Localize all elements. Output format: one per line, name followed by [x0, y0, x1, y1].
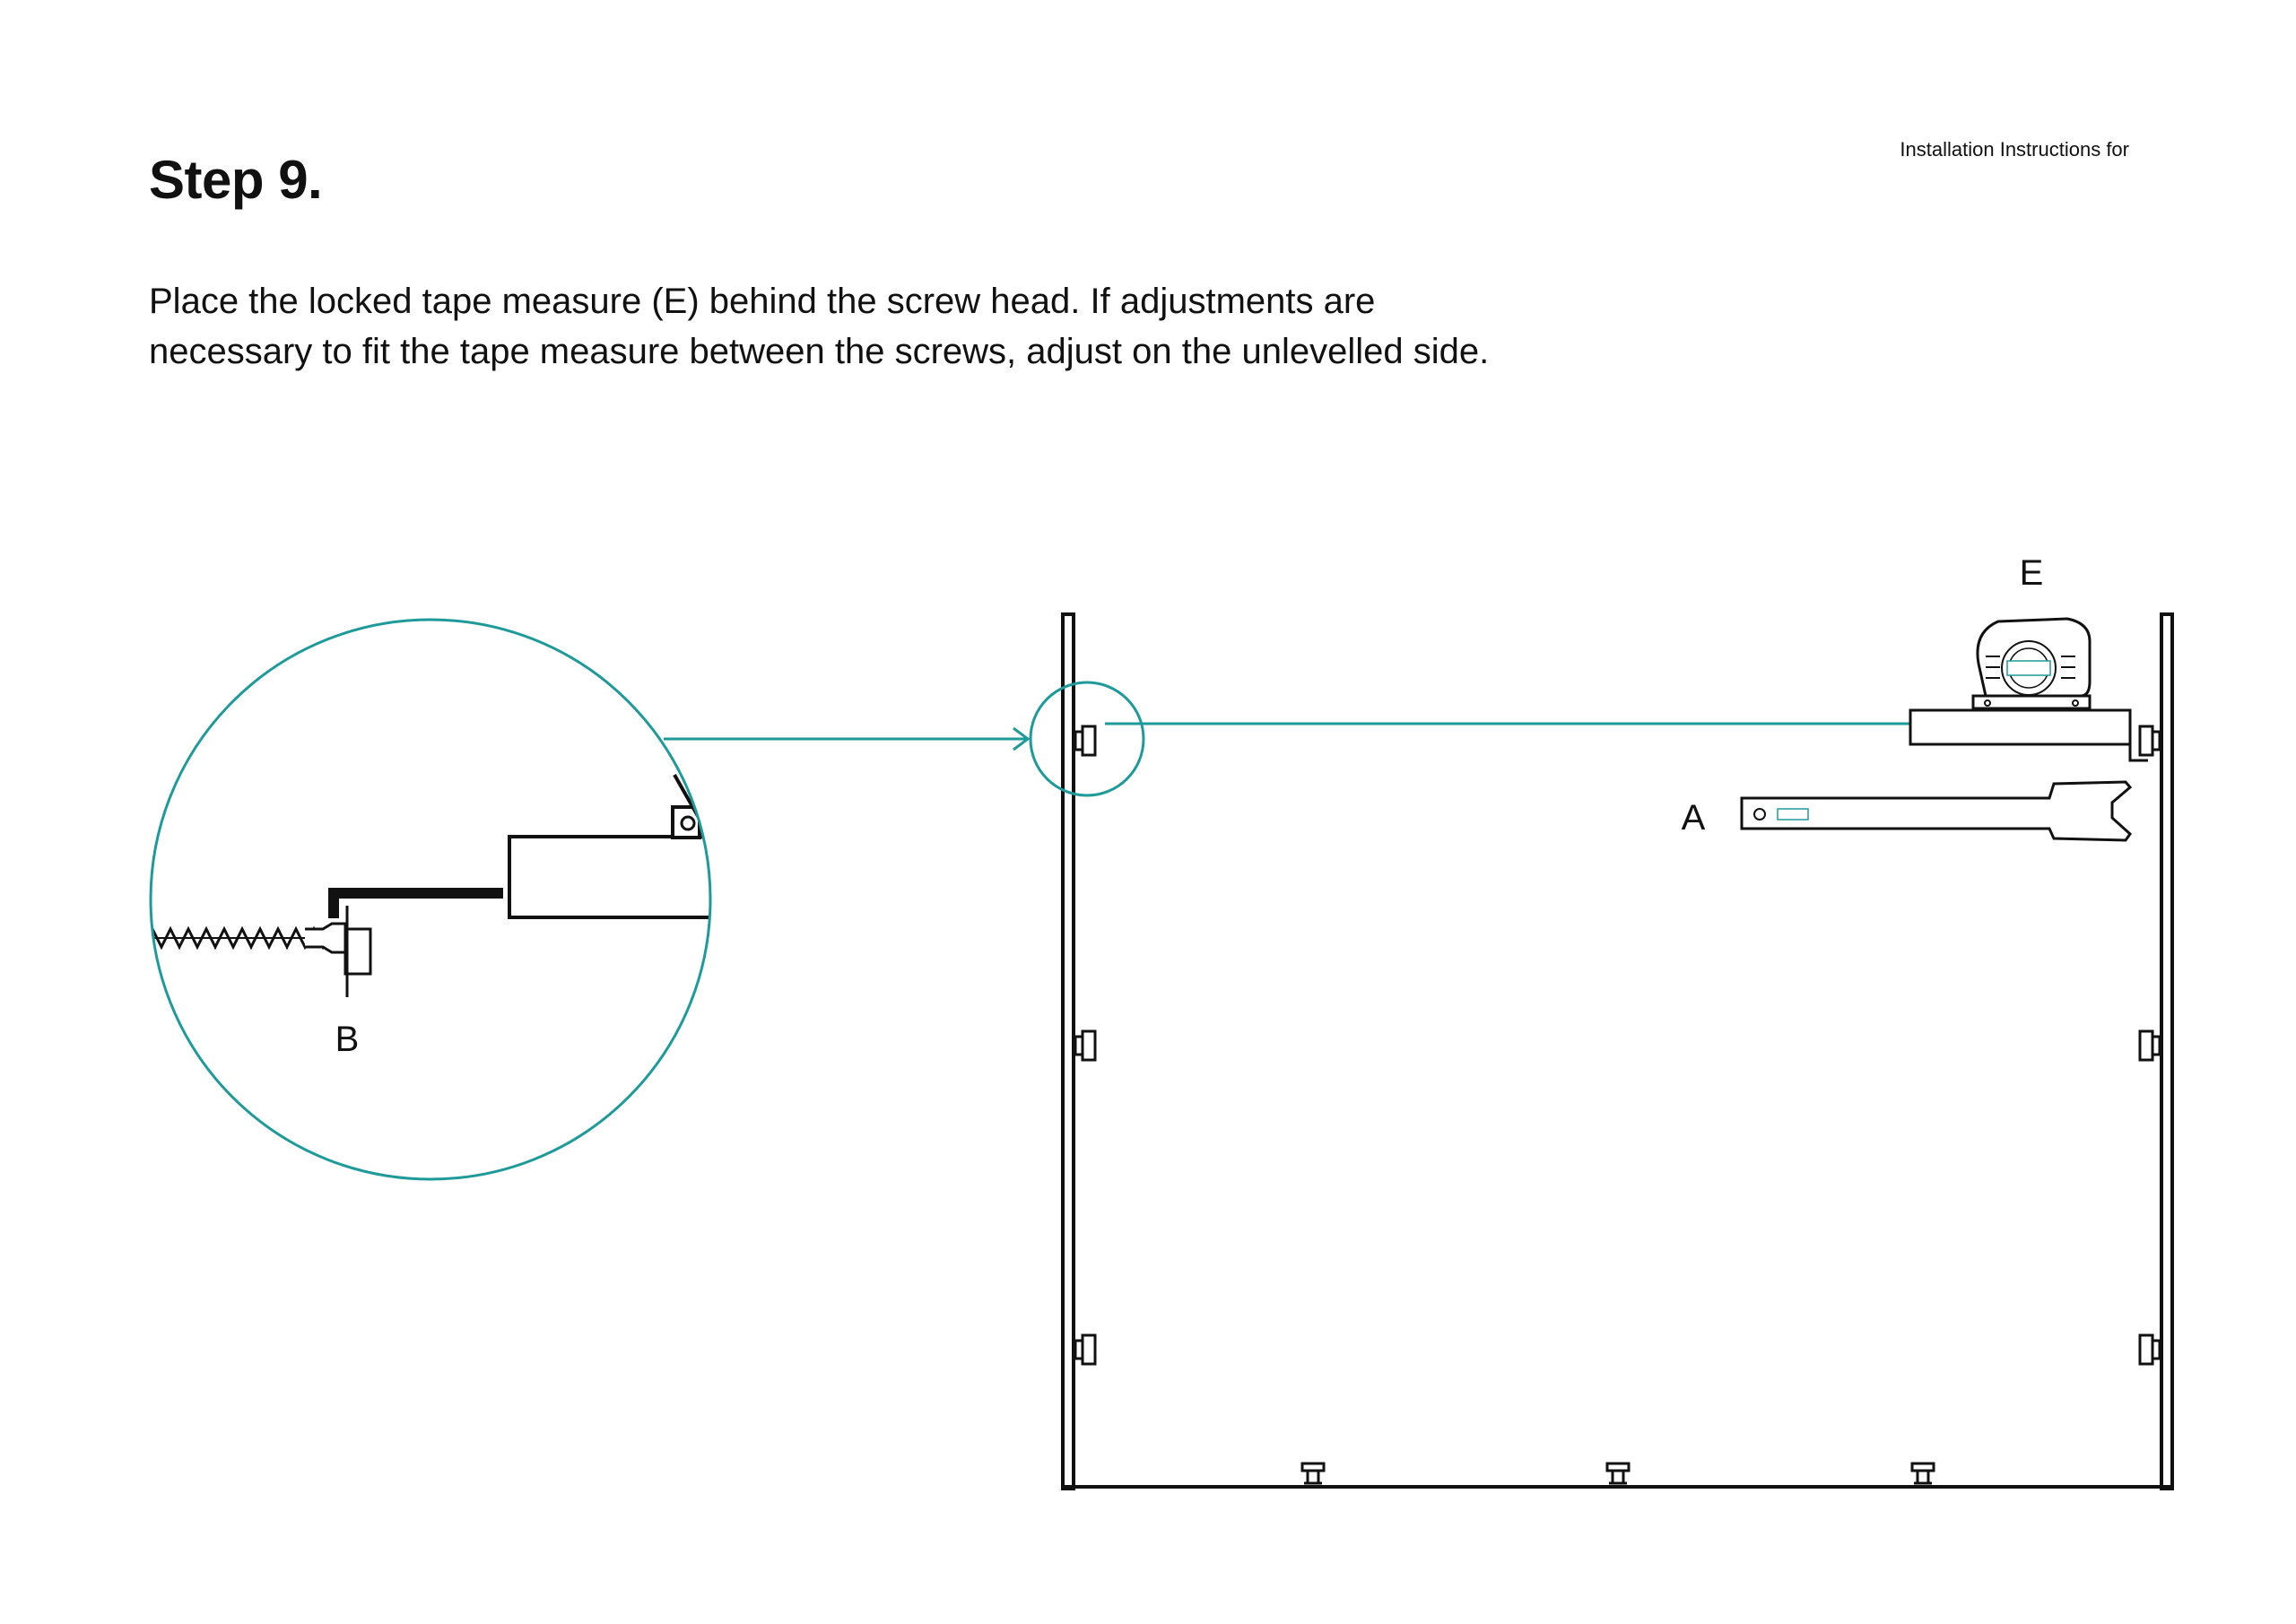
step-title: Step 9.	[149, 150, 323, 210]
spacer-tool-icon	[1742, 782, 2130, 840]
cabinet-screws	[1075, 726, 2160, 1483]
tape-measure-detail	[509, 775, 743, 917]
spacer-tool-label: A	[1681, 798, 1706, 838]
screw-icon	[144, 888, 503, 997]
tape-measure-label: E	[2019, 553, 2044, 593]
instruction-text: Place the locked tape measure (E) behind the screw head. If adjustments are necessary to fit the tape measure between the screws, adjust on the unlevelled side.	[149, 282, 1490, 371]
zoom-detail	[144, 620, 743, 1179]
header-note: Installation Instructions for	[1900, 138, 2129, 161]
screw-label: B	[335, 1020, 360, 1059]
tape-measure-icon	[1910, 619, 2148, 760]
pointer-arrow-icon	[664, 728, 1028, 750]
